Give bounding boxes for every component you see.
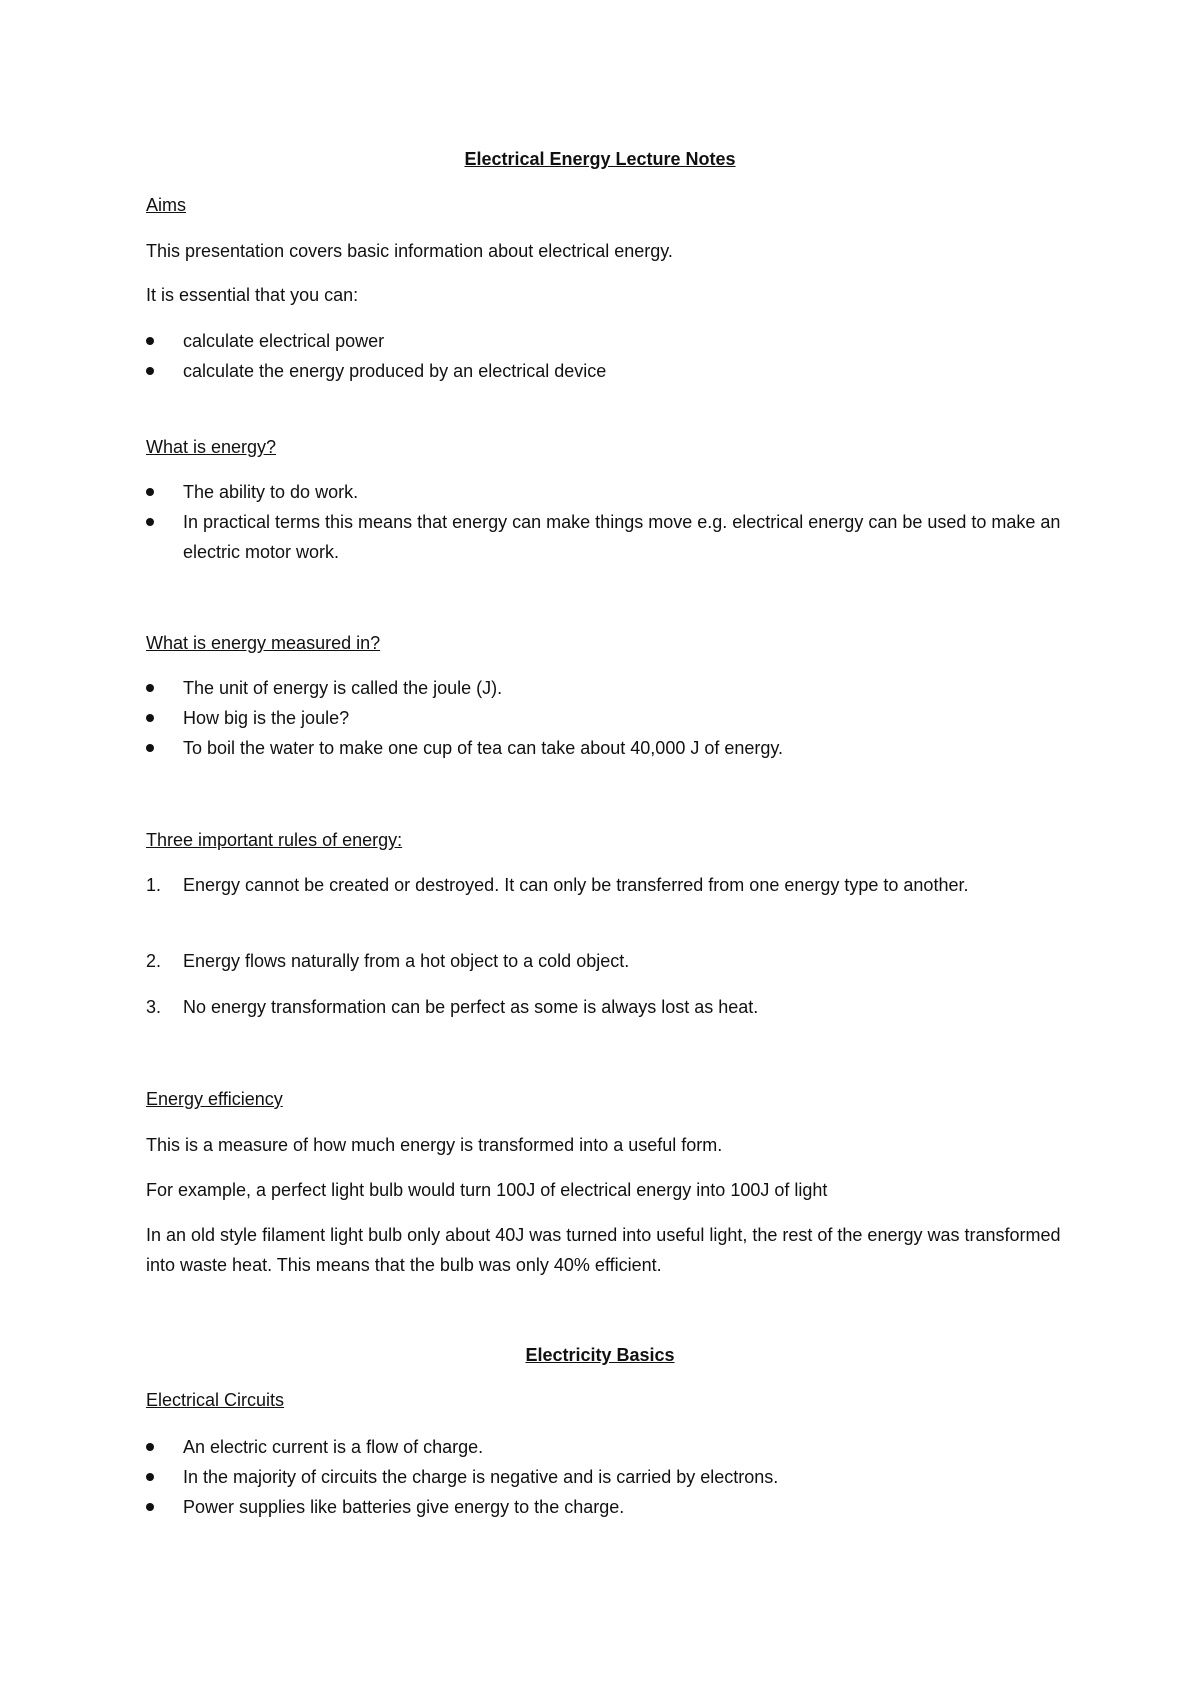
list-item-text: The unit of energy is called the joule (J).: [183, 678, 503, 698]
bullet-icon: [146, 684, 154, 692]
list-item-text: In the majority of circuits the charge is negative and is carried by electrons.: [183, 1467, 779, 1487]
efficiency-para-1: This is a measure of how much energy is transformed into a useful form.: [146, 1135, 723, 1155]
list-item: [146, 326, 1066, 356]
list-item: [146, 477, 1066, 507]
bullet-icon: [146, 744, 154, 752]
numbered-item: [146, 946, 1066, 976]
bullet-icon: [146, 518, 154, 526]
numbered-item: [146, 992, 1066, 1022]
list-item: [146, 673, 1066, 703]
list-item-text: No energy transformation can be perfect as some is always lost as heat.: [183, 997, 759, 1017]
list-item-text: Energy flows naturally from a hot object to a cold object.: [183, 951, 630, 971]
efficiency-para-3: In an old style filament light bulb only about 40J was turned into useful light, the rest of the energy was transformed into waste heat. This means that the bulb was only 40% efficient.: [146, 1225, 1061, 1275]
item-number: 1.: [146, 875, 162, 895]
list-item: [146, 507, 1066, 567]
list-item: [146, 1492, 1066, 1522]
list-item: [146, 1432, 1066, 1462]
efficiency-heading: Energy efficiency: [146, 1089, 283, 1109]
bullet-icon: [146, 367, 154, 375]
bullet-icon: [146, 714, 154, 722]
list-item-text: An electric current is a flow of charge.: [183, 1437, 484, 1457]
aims-intro: This presentation covers basic information about electrical energy.: [146, 241, 673, 261]
bullet-icon: [146, 1443, 154, 1451]
aims-essential: It is essential that you can:: [146, 285, 359, 305]
bullet-icon: [146, 488, 154, 496]
list-item: [146, 1462, 1066, 1492]
bullet-icon: [146, 1473, 154, 1481]
list-item: [146, 733, 1066, 763]
list-item-text: How big is the joule?: [183, 708, 350, 728]
item-number: 2.: [146, 951, 162, 971]
list-item-text: The ability to do work.: [183, 482, 359, 502]
list-item-text: To boil the water to make one cup of tea can take about 40,000 J of energy.: [183, 738, 784, 758]
bullet-icon: [146, 337, 154, 345]
numbered-item: [146, 870, 1066, 900]
section-title: Electricity Basics: [525, 1345, 675, 1365]
energy-heading: What is energy?: [146, 437, 277, 457]
list-item: [146, 703, 1066, 733]
aims-heading: Aims: [146, 195, 186, 215]
rules-heading: Three important rules of energy:: [146, 830, 403, 850]
document-title: Electrical Energy Lecture Notes: [464, 149, 736, 169]
list-item-text: Power supplies like batteries give energy to the charge.: [183, 1497, 625, 1517]
circuits-heading: Electrical Circuits: [146, 1390, 285, 1410]
list-item: [146, 356, 1066, 386]
bullet-icon: [146, 1503, 154, 1511]
list-item-text: In practical terms this means that energy can make things move e.g. electrical energy can be used to make an electric motor work.: [183, 512, 1061, 562]
item-number: 3.: [146, 997, 162, 1017]
list-item-text: calculate the energy produced by an electrical device: [183, 361, 607, 381]
list-item-text: calculate electrical power: [183, 331, 385, 351]
efficiency-para-2: For example, a perfect light bulb would turn 100J of electrical energy into 100J of light: [146, 1180, 828, 1200]
measured-heading: What is energy measured in?: [146, 633, 381, 653]
list-item-text: Energy cannot be created or destroyed. It can only be transferred from one energy type to another.: [183, 875, 969, 895]
